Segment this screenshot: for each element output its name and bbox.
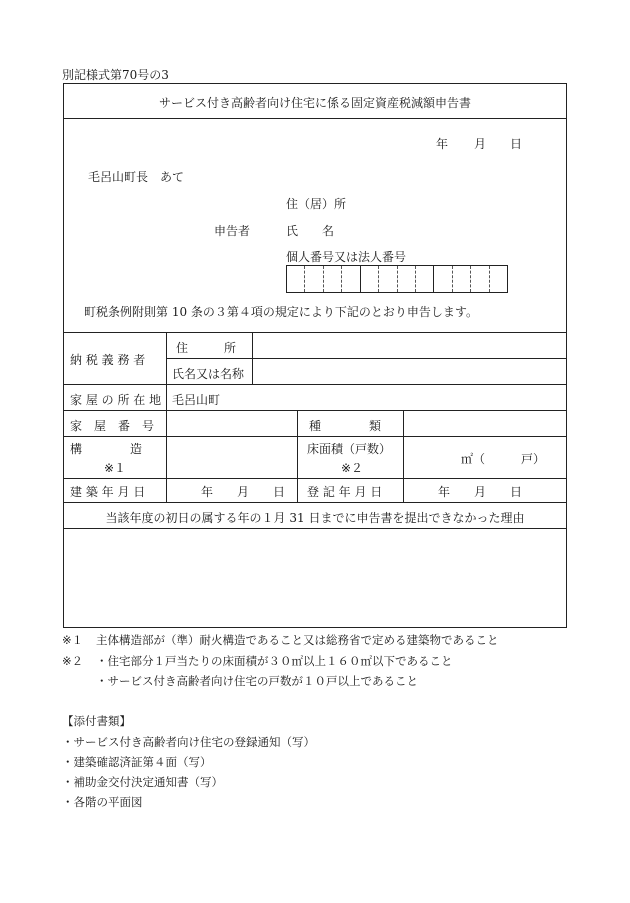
date-day[interactable]: 日 [510,137,523,151]
digit-box[interactable] [305,266,323,292]
attachment-item: ・補助金交付決定通知書（写） [62,775,223,789]
date-year[interactable]: 年 [436,137,449,151]
note2-mark-footer: ※２ [62,654,84,668]
note1-mark-footer: ※１ [62,633,84,647]
digit-box[interactable] [416,266,434,292]
name-label: 氏 名 [286,224,335,238]
attachment-item: ・建築確認済証第４面（写） [62,755,212,769]
floor-area-label: 床面積（戸数） [307,442,392,456]
digit-box[interactable] [398,266,416,292]
location-label: 家 屋 の 所 在 地 [70,393,162,407]
kind-label: 種 類 [309,419,382,433]
addressee: 毛呂山町長 あて [88,170,185,184]
structure-input[interactable] [167,437,297,478]
digit-box[interactable] [342,266,360,292]
built-date-value[interactable]: 年 月 日 [201,485,286,499]
address-cell-label: 住 所 [176,341,237,355]
structure-label: 構 造 [70,442,143,456]
divider [63,118,567,119]
form-id: 別記様式第70号の3 [62,68,169,82]
digit-box[interactable] [471,266,489,292]
digit-box[interactable] [490,266,507,292]
applicant-label: 申告者 [214,224,251,238]
registered-date-label: 登 記 年 月 日 [307,485,383,499]
note1-mark: ※１ [104,461,127,475]
name-cell-label: 氏名又は名称 [172,367,245,381]
house-number-label: 家 屋 番 号 [70,419,155,433]
digit-box[interactable] [434,266,452,292]
digit-box[interactable] [379,266,397,292]
location-value[interactable]: 毛呂山町 [172,393,221,407]
note3-text: ・サービス付き高齢者向け住宅の戸数が１０戸以上であること [96,674,418,688]
registered-date-value[interactable]: 年 月 日 [438,485,523,499]
attachments-heading: 【添付書類】 [62,714,131,728]
taxpayer-address-input[interactable] [253,333,566,358]
form-title: サービス付き高齢者向け住宅に係る固定資産税減額申告書 [158,96,471,110]
digit-box[interactable] [324,266,342,292]
house-number-input[interactable] [167,411,297,436]
date-month[interactable]: 月 [474,137,487,151]
kind-input[interactable] [404,411,566,436]
divider [63,502,567,503]
number-label: 個人番号又は法人番号 [286,250,407,264]
divider [63,478,567,479]
taxpayer-name-input[interactable] [253,359,566,384]
digit-box[interactable] [287,266,305,292]
divider [63,384,567,385]
reason-header: 当該年度の初日の属する年の１月 31 日までに申告書を提出できなかった理由 [105,511,525,525]
built-date-label: 建 築 年 月 日 [70,485,146,499]
note1-text: 主体構造部が（準）耐火構造であること又は総務省で定める建築物であること [96,633,499,647]
digit-box[interactable] [453,266,471,292]
reason-input[interactable] [64,529,566,627]
individual-number-boxes[interactable] [286,265,508,293]
address-label: 住（居）所 [286,197,347,211]
attachment-item: ・各階の平面図 [62,795,143,809]
statement: 町税条例附則第 10 条の３第４項の規定により下記のとおり申告します。 [84,305,478,319]
attachment-item: ・サービス付き高齢者向け住宅の登録通知（写） [62,735,315,749]
area-unit[interactable]: ㎡（ 戸） [461,452,546,466]
divider [297,410,298,502]
divider [63,436,567,437]
taxpayer-label: 納 税 義 務 者 [70,353,146,367]
note2-mark: ※２ [341,461,364,475]
digit-box[interactable] [361,266,379,292]
note2-text: ・住宅部分１戸当たりの床面積が３０㎡以上１６０㎡以下であること [96,654,453,668]
